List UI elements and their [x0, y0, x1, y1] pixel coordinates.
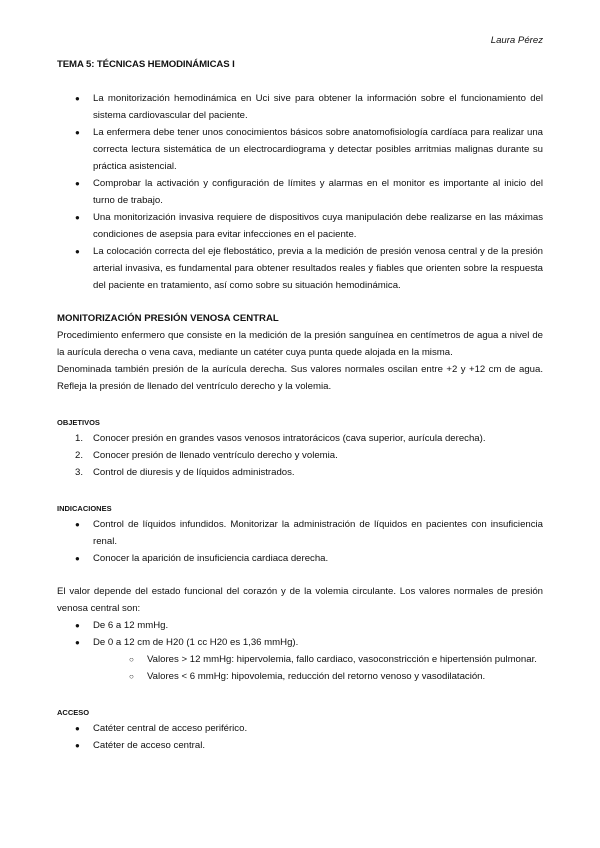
intro-bullet-list: [57, 90, 543, 294]
intro-bullet: ● La enfermera debe tener unos conocimientos básicos sobre anatomofisiología cardíaca para realizar una correcta lectura sistemática de un electrocardiograma y detectar posibles arritmias malignas durante su práctica asistencial.: [57, 124, 543, 175]
objetivo-item: [57, 464, 543, 481]
indicaciones-list: [57, 516, 543, 567]
objetivo-number: 1.: [75, 433, 84, 444]
author-name: Laura Pérez: [490, 35, 543, 46]
document-page: [57, 34, 543, 754]
valor-sub-item: ○ Valores > 12 mmHg: hipervolemia, fallo cardiaco, vasoconstricción e hipertensión pulmonar.: [129, 651, 543, 668]
intro-bullet: ● La monitorización hemodinámica en Uci sive para obtener la información sobre el funcionamiento del sistema cardiovascular del paciente.: [57, 90, 543, 124]
acceso-list: [57, 720, 543, 754]
valores-sub-list: [129, 651, 543, 685]
intro-bullet: ● La colocación correcta del eje flebostático, previa a la medición de presión venosa central y de la presión arterial invasiva, es fundamental para obtener resultados reales y fiables que orienten sobre la respuesta del paciente en tratamiento, así como sobre su situación hemodinámica.: [57, 243, 543, 294]
objetivo-text: Conocer presión en grandes vasos venosos intratorácicos (cava superior, aurícula derecha).: [93, 433, 486, 444]
valor-item: ● De 6 a 12 mmHg.: [57, 617, 543, 634]
intro-bullet: ● Una monitorización invasiva requiere de dispositivos cuya manipulación debe realizarse en las máximas condiciones de asepsia para evitar infecciones en el paciente.: [57, 209, 543, 243]
objetivo-number: 3.: [75, 467, 84, 478]
objetivos-list: [57, 430, 543, 481]
pvc-paragraph-1: Procedimiento enfermero que consiste en la medición de la presión sanguínea en centímetros de agua a nivel de la aurícula derecha o vena cava, mediante un catéter cuya punta quede alojada en la misma.: [57, 330, 543, 358]
objetivos-heading: OBJETIVOS: [57, 418, 100, 427]
pvc-section-title: MONITORIZACIÓN PRESIÓN VENOSA CENTRAL: [57, 313, 279, 324]
indicaciones-heading: INDICACIONES: [57, 504, 112, 513]
objetivo-text: Control de diuresis y de líquidos administrados.: [93, 467, 295, 478]
objetivo-text: Conocer presión de llenado ventrículo derecho y volemia.: [93, 450, 338, 461]
acceso-item: ● Catéter central de acceso periférico.: [57, 720, 543, 737]
objetivo-item: [57, 430, 543, 447]
pvc-paragraph-2: Denominada también presión de la aurícula derecha. Sus valores normales oscilan entre +2 y +12 cm de agua. Refleja la presión de llenado del ventrículo derecho y la volemia.: [57, 364, 543, 392]
valor-sub-item: ○ Valores < 6 mmHg: hipovolemia, reducción del retorno venoso y vasodilatación.: [129, 668, 543, 685]
acceso-item: ● Catéter de acceso central.: [57, 737, 543, 754]
indicacion-item: ● Control de líquidos infundidos. Monitorizar la administración de líquidos en pacientes con insuficiencia renal.: [57, 516, 543, 550]
acceso-heading: ACCESO: [57, 708, 90, 717]
valores-paragraph: El valor depende del estado funcional del corazón y de la volemia circulante. Los valores normales de presión venosa central son:: [57, 586, 543, 614]
valor-item: ● De 0 a 12 cm de H20 (1 cc H20 es 1,36 mmHg).: [57, 634, 543, 651]
objetivo-item: [57, 447, 543, 464]
document-title: TEMA 5: TÉCNICAS HEMODINÁMICAS I: [57, 59, 235, 70]
intro-bullet: ● Comprobar la activación y configuración de límites y alarmas en el monitor es importante al inicio del turno de trabajo.: [57, 175, 543, 209]
indicacion-item: ● Conocer la aparición de insuficiencia cardiaca derecha.: [57, 550, 543, 567]
objetivo-number: 2.: [75, 450, 84, 461]
valores-list: [57, 617, 543, 651]
